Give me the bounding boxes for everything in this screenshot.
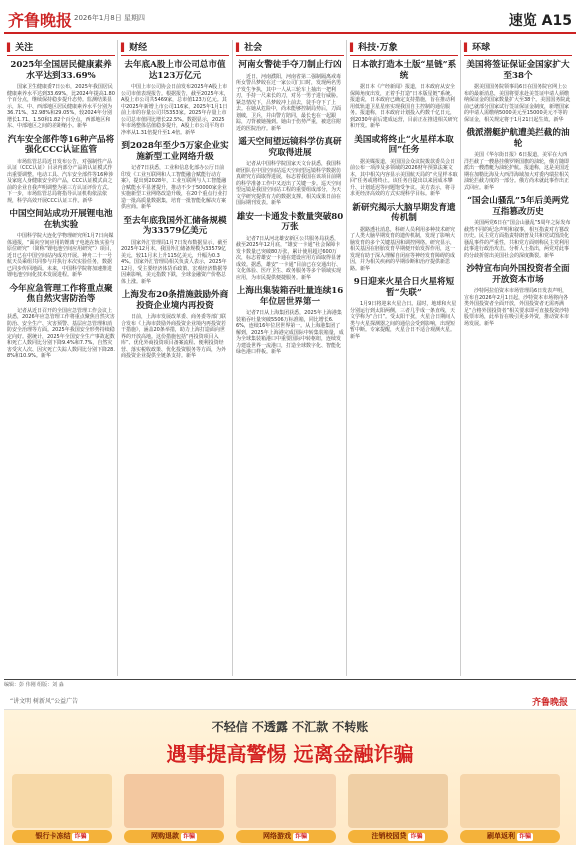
column-divider [232, 40, 233, 676]
article-headline[interactable]: 新研究揭示大脑早期发育遗传机制 [352, 202, 456, 223]
ad-illustration [12, 774, 112, 828]
column-title: 科技·万象 [358, 43, 398, 53]
ad-scam-label [460, 830, 560, 843]
section-marker-icon: ▌ [236, 43, 243, 52]
column-title: 环球 [472, 43, 491, 53]
article [350, 135, 458, 198]
article-headline[interactable]: 遥天空间望远镜科学仿真研究取得进展 [238, 137, 342, 158]
article-body: 记者7日从河北雄安新区公共服务局获悉，截至2025年12月底，“雄安一卡通”社会保障卡发卡数量已突破80万张，累计使用超过600万次，标志着雄安一卡通在建设应用方面取得显著成效。据悉，雄安“一卡通”目前已在交通出行、文化体验、医疗卫生、政务服务等多个领域实现应用，为市民提供便捷服务。新华 [236, 235, 342, 281]
editor-credits: 编辑：彭 伟刚 组版：刘 淼 [4, 679, 576, 689]
article-body: 近日，河南濮阳，河南省第二强制隔离戒毒所女警吕梦皎在过一家公司门口时，发现两名男子发生争执，其中一人从三轮车上抽出一把利刃，手持一尺来长的刀，对另一男子进行威胁。紧急情况下，吕梦皎冲上前去，徒手夺下了上去。在她从危险中，尚未能够控制局势后，刀面划破，卫兵，并由警方陪同，最长也在一起跟踪，刀背被她撞到。她由于伤势严重，被送往附近的医院治疗。新华 [236, 73, 342, 132]
article-body: 记者7日获悉，工业和信息化部办公厅日前印发《工业互联网和人工智能融合赋能行动方案》，提出到2028年，工业互联网与人工智能融合赋能水平显著提升，推动不少于50000家企业实施新型工业网络改造升级，在20个重点行业打造一批高质量数据集，培育一批智能化解决方案供应商。新华 [121, 165, 228, 210]
ad-slogan-headline: 遇事提高警惕 远离金融诈骗 [166, 742, 414, 766]
article [121, 216, 229, 286]
ad-scam-type: 网络游戏 [262, 832, 291, 840]
article-headline[interactable]: 沙特宣布向外国投资者全面开放资本市场 [466, 264, 570, 285]
article-headline[interactable]: 今年应急管理工作将重点聚焦自然灾害防治等 [9, 283, 113, 304]
column-header [464, 40, 572, 56]
article-headline[interactable]: 到2028年至少5万家企业实施新型工业网络升级 [121, 141, 229, 162]
article [350, 277, 458, 340]
article-headline[interactable]: 美国或将终止“火星样本取回”任务 [354, 134, 454, 155]
article-body: 记者从中国科学院国家天文台获悉，我国科研团队在中国空间站巡天空间望远镜科学数据仿真研究方面取得进展，标志着我国在该项目前期的科学准备工作中又迈出了关键一步。巡天空间望远镜是我国空间站工程的重要组成部分，为天文学研究提供有力的数据支撑。相关成果日前在国际期刊发表。新华 [236, 161, 342, 206]
ad-tag: “讲文明 树新风”公益广告 [10, 698, 79, 705]
article [236, 137, 344, 207]
ad-header [4, 692, 576, 710]
article-headline[interactable]: 9日迎来火星合日火星将短暂“失联” [353, 277, 455, 298]
article-headline[interactable]: 俄派潜艇护航遭美拦截的油轮 [466, 128, 570, 149]
column-divider [346, 40, 347, 676]
article-body: 美国《华尔街日报》6日报道，美军在大西洋拦截了一艘悬挂俄罗斯国旗的油轮，俄方随即派出一艘潜艇为油轮护航。报道称，这是美国近期在加勒比海及大西洋海域加大对委内瑞拉相关油轮拦截力度的一部分。俄方尚未就此事作出正式回应。新华 [464, 152, 570, 191]
column-title: 关注 [15, 43, 34, 53]
article [7, 209, 115, 279]
article-headline[interactable]: 河南女警徒手夺刀制止行凶 [238, 60, 342, 70]
column-4 [347, 40, 461, 676]
article-headline[interactable]: 雄安一卡通发卡数量突破80万张 [236, 211, 344, 232]
article-body: 记者7日从上海集团获悉，2025年上海港集装箱吞吐量突破5506万标准箱，同比增长6.6%，连续16年位居世界第一。从上海港集团了解到，2025年上海港完成国际中转集装箱量，成为全球集装箱港口中重要国际中转枢纽，连续发力建设世界一流港口，打造全球数字化、智能化绿色港口样板。新华 [236, 310, 344, 355]
article-headline[interactable]: 汽车安全部件等16种产品将强化CCC认证监管 [7, 134, 115, 155]
column-header [350, 40, 458, 56]
article [7, 135, 115, 205]
article-body: 据日本《产经新闻》报道，日本政府从安全保障角度出发，正着手打造“日本版星链”系统。报道说，日本政府已确定支持措施，旨在推动利用低轨道卫星星座实现我国自主控制的通信服务。报道称，日本政府计划投入约数千亿日元，到2030年前后建成运营，目前正在推进相关研究和开发。新华 [350, 84, 458, 129]
article [236, 286, 344, 356]
ad-scam-label [348, 830, 448, 843]
column-header [236, 40, 344, 56]
column-5 [461, 40, 575, 676]
column-divider [117, 40, 118, 676]
ad-scam-badge: 诈骗 [518, 833, 531, 840]
article-headline[interactable]: 日本欲打造本土版“星链”系统 [351, 60, 457, 81]
article [236, 60, 344, 132]
column-1 [4, 40, 118, 676]
page-section-title: 速览 A15 [508, 13, 572, 29]
column-title: 财经 [129, 43, 148, 53]
article-headline[interactable]: 上海出集装箱吞吐量连续16年位居世界第一 [236, 286, 344, 307]
ad-scam-badge: 诈骗 [294, 833, 307, 840]
masthead [4, 2, 576, 34]
section-marker-icon: ▌ [464, 43, 471, 52]
ad-scam-badge: 诈骗 [410, 833, 423, 840]
article-body: 中国上市公司协会日前发布2025年A股上市公司市值表现报告。根据报告，截至2025年末，A股上市公司共5469家，总市值123万亿元。其中2025年新增上市公司116家，2025年1月1日前上市的存量公司共5353家。2025年存量上市公司总市值同比增长22.5%。数据显示，2025年市场整体估值稳步提升，A股上市公司平均市净率从1.31倍提升至1.4倍。新华 [121, 84, 229, 136]
ad-illustration [348, 774, 448, 828]
article-body: 1月9日将迎来火星合日。届时，地球和火星分别运行到太阳两侧，三者几乎成一条直线，天文学称为“合日”。受太阳干扰，火星合日期间人类与火星探测器之间的通信会受到影响，出现短暂中断。专家提醒，火星合日不适合观测火星。新华 [350, 301, 457, 340]
ad-logo: 齐鲁晚报 [531, 698, 568, 708]
ad-scam-badge: 诈骗 [74, 833, 87, 840]
article [121, 60, 229, 136]
ad-scam-type: 注销校园贷 [371, 832, 407, 840]
article-body: 美国两党6日在“国会山骚乱”5周年之际发布截然不同的纪念声明和叙事，相互指责对方篡改历史。民主党方面指责特朗普及共和党试图淡化骚乱事件的严重性，共和党方面则称民主党利用此事进行政治攻击。分析人士指出，两党对此事的分歧折射出美国社会的深度撕裂。新华 [464, 220, 571, 259]
ad-illustration [124, 774, 224, 828]
section-marker-icon: ▌ [121, 43, 128, 52]
column-3 [233, 40, 347, 676]
newspaper-logo: 齐鲁晚报 [8, 11, 73, 30]
ad-illustration [236, 774, 336, 828]
article-body: 国家外汇管理局1月7日发布数据显示，截至2025年12月末，我国外汇储备规模为33579亿美元，较11月末上升115亿美元，升幅为0.34%。国家外汇管理局相关负责人表示，2025年12月，受主要经济体货币政策、宏观经济数据等因素影响，美元指数下跌，全球金融资产价格总体上涨。新华 [121, 239, 228, 285]
article-body: 据路透社消息，科研人员利用多种技术研究了人类大脑早期发育的遗传机制，发现了影响大脑发育的多个关键基因和调控网络。研究显示，相关基因在胚胎发育早期便开始发挥作用，这一发现有助于深入理解自闭症等神经发育障碍的成因，并为相关疾病的早期诊断和治疗提供新思路。新华 [350, 226, 456, 272]
article-body: 据美媒报道，美国国会众议院拨款委员会日前公布一项涉及多领域的2026财年预算法案文本，其中相关内容显示美国航天局的“火星样本取回”任务或将终止。该任务自提出以来因成本攀升、计划延迟等问题饱受争议。美方表示，将寻求更经济高效的方式实现科学目标。新华 [350, 158, 458, 197]
issue-date: 2026年1月8日 星期四 [74, 14, 145, 22]
article [350, 60, 458, 130]
section-marker-icon: ▌ [7, 43, 14, 52]
article-body: 市场监管总局近日发布公告，对强制性产品认证（CCC认证）目录内部分产品的认证模式作出重要调整。电动工具、汽车安全部件等16种涉及家庭人身健康安全的产品，CCC认证模式由之前的企业自我声明调整为第三方认证评价方式。下一步，市场监管总局将指导认证机构依法依规，科学高效开展CCC认证工作。新华 [7, 158, 114, 204]
article [464, 196, 572, 259]
ad-scam-type: 网购退款 [150, 832, 179, 840]
article [236, 212, 344, 282]
article-headline[interactable]: “国会山骚乱”5年后美两党互指篡改历史 [467, 196, 569, 217]
article-headline[interactable]: 美国将签证保证金国家扩大至38个 [466, 60, 570, 81]
public-service-ad [4, 692, 576, 845]
article-headline[interactable]: 2025年全国居民健康素养水平达到33.69% [10, 60, 112, 81]
ad-scam-label [236, 830, 336, 843]
ad-slogan-primary: 不轻信 不透露 不汇款 不转账 [211, 720, 369, 734]
column-header [121, 40, 229, 56]
article-body: 据美国国务院领事局6日在国务院官网上公布的最新消息，美国将要求赴美签证申请人须缴纳保证金的国家数量扩大至38个。美国国务院此前已就部分国家试行签证保证金制度，新增国家的申请人需缴纳5000美元至15000美元不等的保证金，相关规定将于1月21日起生效。新华 [464, 84, 571, 123]
column-title: 社会 [244, 43, 263, 53]
ad-scam-label [12, 830, 112, 843]
ad-scam-badge: 诈骗 [182, 833, 195, 840]
article [464, 128, 572, 191]
column-2 [118, 40, 232, 676]
ad-illustration [460, 774, 560, 828]
article-body: 国家卫生健康委7日公布，2025年我国居民健康素养水平达到33.69%，比2024年提高1.80个百分点，继续保持稳步提升态势。监测结果显示，东、中、西部地区居民健康素养水平分别为36.71%、32.98%和29.05%，较2024年分别增长1.71、1.50和1.82个百分点。西部地区和东、中部地区之间的差距缩小。新华 [7, 84, 115, 129]
article-body: 日前，上海市发展改革委、商务委等部门联合发布《上海市鼓励外商投资企业境内再投资若干措施》，涵盖20条举措，助力上海打造面向世界的开放高地。这份措施包括“再投资项目入库”、优化外商投资项目备案流程、便利投资经营、落实税收政策、优化投资服务等方面，为外商投资企业提供全链条支持。新华 [121, 314, 227, 359]
article-headline[interactable]: 上海发布20条措施鼓励外商投资企业境内再投资 [121, 290, 229, 311]
article-headline[interactable]: 去年底A股上市公司总市值达123万亿元 [124, 60, 226, 81]
article-body: 中国科学院大连化学物理研究所1月7日向媒体通报，“面向空间应用的锂离子电池在轨实验与原位研究”（简称“锂电池空间应用研究”）项目，近日已在中国空间站内成功开展。神舟二十一号航天员乘组共同参与并执行本次实验任务，数据已同步传回地面。未来，中国科学院将加速推进锂电池空间化技术发展进程。新华 [7, 233, 115, 278]
article-body: 沙特阿拉伯资本市场管理局6日发表声明，宣布自2026年2月1日起，沙特资本市场将向各类外国投资者全面开放，外国投资者无需再满足“合格外国投资者”相关要求即可直接投资沙特股票市场，此举旨在吸引更多外资，推动资本市场发展。新华 [464, 288, 570, 327]
ad-scam-type: 银行卡冻结 [35, 832, 71, 840]
ad-scam-type: 刷单返利 [486, 832, 515, 840]
article-headline[interactable]: 至去年底我国外汇储备规模为33579亿美元 [123, 215, 227, 236]
article [121, 141, 229, 211]
article-headline[interactable]: 中国空间站成功开展锂电池在轨实验 [9, 209, 113, 230]
article [7, 60, 115, 130]
article [7, 284, 115, 360]
article [464, 60, 572, 123]
column-header [7, 40, 115, 56]
section-marker-icon: ▌ [350, 43, 357, 52]
ad-scam-label [124, 830, 224, 843]
article [464, 264, 572, 327]
article [121, 290, 229, 360]
article [350, 203, 458, 273]
article-body: 记者从近日召开的全国应急管理工作会议上获悉，2026年应急管理工作将重点聚焦自然灾害防治、安全生产、灾害预警、基层应急管理和消防安全治理等方面。2025年我国安全形势持续稳定向好。据统计，2025年全国安全生产事故起数和死亡人数同比分别下降9.4%和7.7%，自然灾害受灾人次、因灾死亡失踪人数同比分别下降28.8%和10.9%。新华 [7, 307, 115, 359]
column-divider [460, 40, 461, 676]
